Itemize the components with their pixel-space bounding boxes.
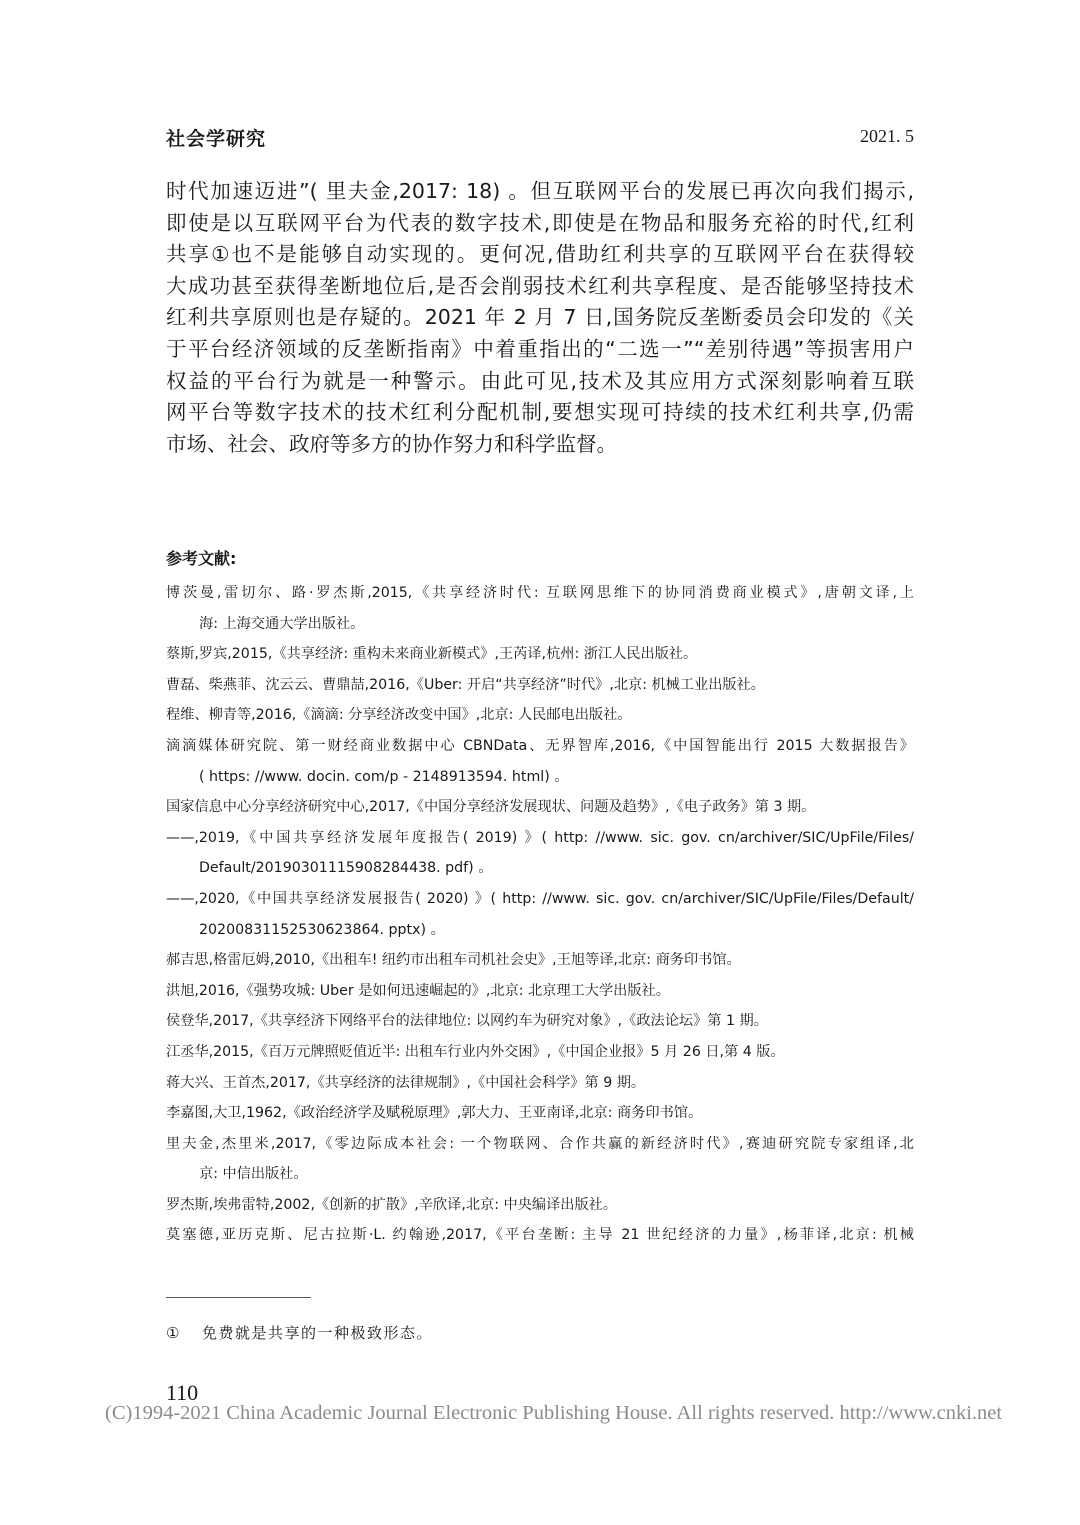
reference-entry [166, 1129, 914, 1190]
reference-line: 京: 中信出版社。 [199, 1166, 308, 1183]
body-line: 共享①也不是能够自动实现的。更何况,借助红利共享的互联网平台在获得较 [166, 242, 914, 267]
issue-number: 2021. 5 [860, 126, 914, 146]
body-paragraph [166, 176, 914, 460]
reference-line: 莫塞德,亚历克斯、尼古拉斯·L. 约翰逊,2017,《平台垄断: 主导 21 世纪经济的力量》,杨菲译,北京: 机械 [166, 1227, 914, 1244]
running-header [166, 124, 914, 154]
journal-title: 社会学研究 [166, 128, 267, 150]
reference-line: 滴滴媒体研究院、第一财经商业数据中心 CBNData、无界智库,2016,《中国智能出行 2015 大数据报告》 [166, 737, 914, 754]
reference-line: 博茨曼,雷切尔、路·罗杰斯,2015,《共享经济时代: 互联网思维下的协同消费商业模式》,唐朝文译,上 [166, 585, 914, 601]
reference-list [166, 578, 914, 1251]
reference-line: 里夫金,杰里米,2017,《零边际成本社会: 一个物联网、合作共赢的新经济时代》,赛迪研究院专家组译,北 [166, 1135, 914, 1152]
reference-entry [166, 823, 914, 884]
body-line: 权益的平台行为就是一种警示。由此可见,技术及其应用方式深刻影响着互联 [166, 368, 914, 393]
reference-line: 侯登华,2017,《共享经济下网络平台的法律地位: 以网约车为研究对象》,《政法论坛》第 1 期。 [166, 1013, 768, 1030]
reference-line: 郝吉思,格雷厄姆,2010,《出租车! 纽约市出租车司机社会史》,王旭等译,北京: 商务印书馆。 [166, 952, 741, 969]
reference-entry [166, 731, 914, 792]
reference-entry [166, 1006, 914, 1037]
reference-entry [166, 1220, 914, 1251]
reference-line: ——,2020,《中国共享经济发展报告( 2020) 》( http: //www. sic. gov. cn/archiver/SIC/UpFile/Files/Default/ [166, 890, 914, 907]
reference-entry [166, 1098, 914, 1129]
reference-entry [166, 976, 914, 1007]
reference-entry [166, 639, 914, 670]
reference-entry [166, 1068, 914, 1099]
reference-line: 海: 上海交通大学出版社。 [199, 615, 365, 632]
reference-entry [166, 884, 914, 945]
reference-entry [166, 578, 914, 639]
reference-entry [166, 1037, 914, 1068]
reference-line: 罗杰斯,埃弗雷特,2002,《创新的扩散》,辛欣译,北京: 中央编译出版社。 [166, 1196, 618, 1213]
reference-line: 李嘉图,大卫,1962,《政治经济学及赋税原理》,郭大力、王亚南译,北京: 商务印书馆。 [166, 1105, 703, 1122]
reference-line: ——,2019,《中国共享经济发展年度报告( 2019) 》( http: //www. sic. gov. cn/archiver/SIC/UpFile/Files/ [166, 829, 914, 846]
copyright-watermark: (C)1994-2021 China Academic Journal Electronic Publishing House. All rights reserved. http://www.cnki.net [105, 1402, 1003, 1424]
reference-entry [166, 1190, 914, 1221]
footnote-mark: ① [166, 1324, 181, 1342]
reference-line: ( https: //www. docin. com/p - 2148913594. html) 。 [199, 768, 569, 785]
reference-line: 洪旭,2016,《强势攻城: Uber 是如何迅速崛起的》,北京: 北京理工大学出版社。 [166, 982, 670, 999]
reference-line: 程维、柳青等,2016,《滴滴: 分享经济改变中国》,北京: 人民邮电出版社。 [166, 707, 632, 724]
reference-line: 蒋大兴、王首杰,2017,《共享经济的法律规制》,《中国社会科学》第 9 期。 [166, 1074, 646, 1091]
reference-entry [166, 700, 914, 731]
footnote-text: 免费就是共享的一种极致形态。 [202, 1324, 434, 1342]
reference-entry [166, 792, 914, 823]
footnote [166, 1322, 433, 1343]
reference-line: 国家信息中心分享经济研究中心,2017,《中国分享经济发展现状、问题及趋势》,《电子政务》第 3 期。 [166, 799, 816, 816]
page-number: 110 [166, 1380, 199, 1405]
body-line: 大成功甚至获得垄断地位后,是否会削弱技术红利共享程度、是否能够坚持技术 [166, 273, 914, 298]
body-line: 市场、社会、政府等多方的协作努力和科学监督。 [166, 431, 617, 456]
body-line: 于平台经济领域的反垄断指南》中着重指出的“二选一”“差别待遇”等损害用户 [166, 336, 914, 361]
reference-line: 江丞华,2015,《百万元牌照贬值近半: 出租车行业内外交困》,《中国企业报》5 月 26 日,第 4 版。 [166, 1043, 785, 1060]
reference-line: 曹磊、柴燕菲、沈云云、曹鼎喆,2016,《Uber: 开启“共享经济”时代》,北京: 机械工业出版社。 [166, 676, 765, 693]
body-line: 时代加速迈进”( 里夫金,2017: 18) 。但互联网平台的发展已再次向我们揭示, [166, 179, 914, 203]
body-line: 即使是以互联网平台为代表的数字技术,即使是在物品和服务充裕的时代,红利 [166, 210, 914, 235]
body-line: 网平台等数字技术的技术红利分配机制,要想实现可持续的技术红利共享,仍需 [166, 400, 914, 425]
reference-entry [166, 670, 914, 701]
reference-line: 蔡斯,罗宾,2015,《共享经济: 重构未来商业新模式》,王芮译,杭州: 浙江人民出版社。 [166, 646, 698, 663]
references-heading: 参考文献: [166, 549, 237, 568]
reference-entry [166, 945, 914, 976]
reference-line: 20200831152530623864. pptx) 。 [199, 921, 445, 938]
footnote-divider [166, 1297, 311, 1298]
reference-line: Default/20190301115908284438. pdf) 。 [199, 860, 493, 877]
body-line: 红利共享原则也是存疑的。2021 年 2 月 7 日,国务院反垄断委员会印发的《关 [166, 305, 914, 330]
